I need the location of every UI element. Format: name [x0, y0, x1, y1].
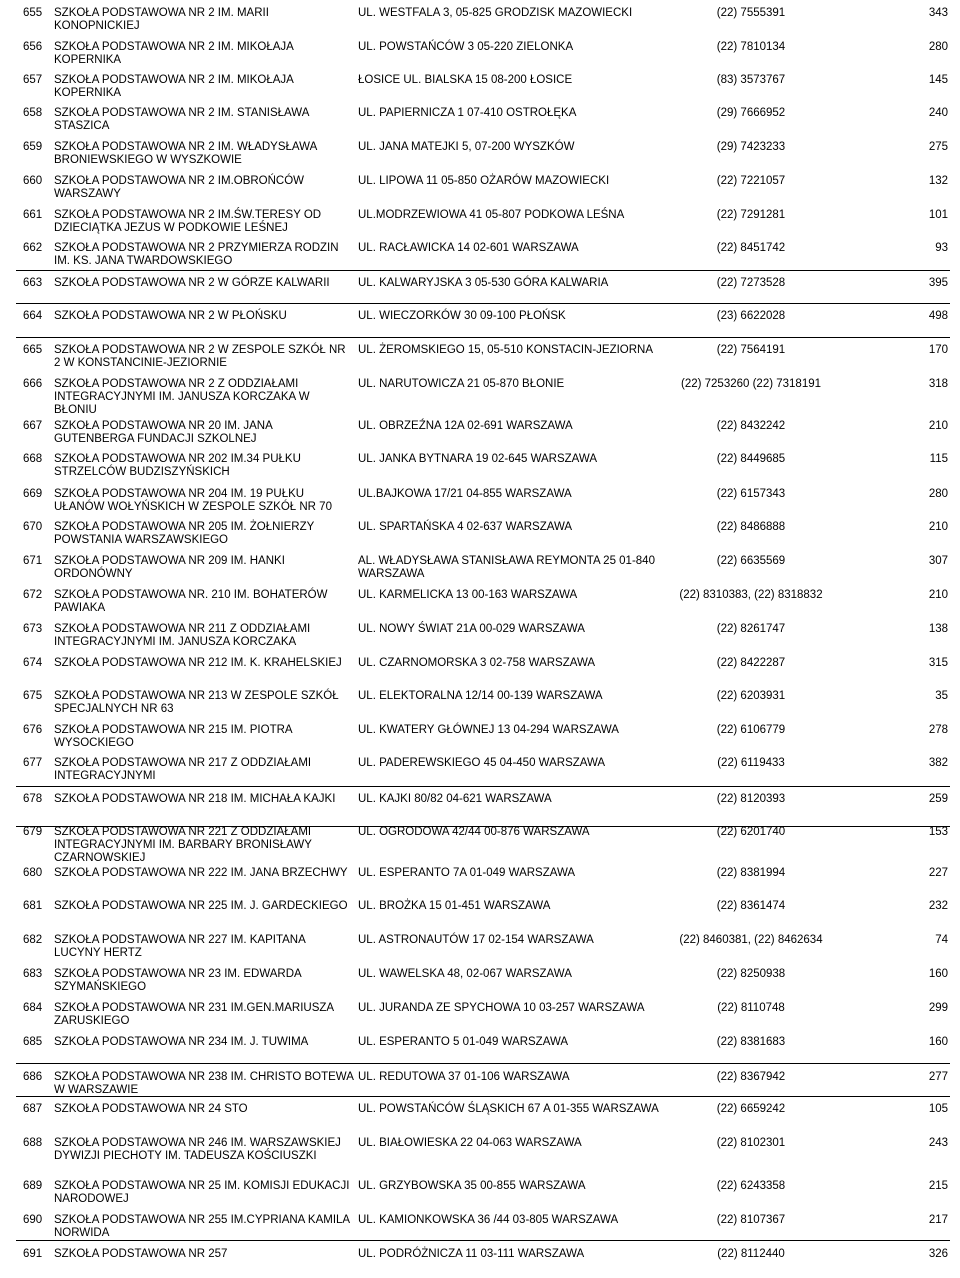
school-address: UL. ELEKTORALNA 12/14 00-139 WARSZAWA [358, 690, 603, 702]
student-count: 210 [928, 589, 948, 601]
school-phone: (22) 7273528 [716, 277, 786, 289]
student-count: 240 [928, 107, 948, 119]
school-phone: (22) 7555391 [716, 7, 786, 19]
row-number: 672 [23, 589, 43, 601]
school-address: UL. CZARNOMORSKA 3 02-758 WARSZAWA [358, 657, 596, 669]
row-number: 677 [23, 757, 43, 769]
school-phone: (22) 7810134 [716, 41, 786, 53]
student-count: 232 [928, 900, 948, 912]
row-number: 655 [23, 7, 43, 19]
school-name: SZKOŁA PODSTAWOWA NR 231 IM.GEN.MARIUSZA ZARUSKIEGO [54, 1002, 334, 1027]
row-number: 660 [23, 175, 43, 187]
school-name: SZKOŁA PODSTAWOWA NR 20 IM. JANA GUTENBERGA FUNDACJI SZKOLNEJ [54, 420, 273, 445]
student-count: 227 [928, 867, 948, 879]
student-count: 326 [928, 1248, 948, 1260]
student-count: 275 [928, 141, 948, 153]
school-name: SZKOŁA PODSTAWOWA NR. 210 IM. BOHATERÓW PAWIAKA [54, 589, 328, 614]
school-name: SZKOŁA PODSTAWOWA NR 213 W ZESPOLE SZKÓŁ SPECJALNYCH NR 63 [54, 690, 339, 715]
school-name: SZKOŁA PODSTAWOWA NR 2 IM. MIKOŁAJA KOPERNIKA [54, 74, 294, 99]
school-phone: (22) 8449685 [716, 453, 786, 465]
student-count: 145 [928, 74, 948, 86]
school-phone: (22) 8120393 [716, 793, 786, 805]
student-count: 277 [928, 1071, 948, 1083]
school-phone: (22) 6157343 [716, 488, 786, 500]
row-number: 661 [23, 209, 43, 221]
school-phone: (22) 8110748 [717, 1002, 785, 1014]
school-phone: (22) 7221057 [716, 175, 786, 187]
school-phone: (22) 6243358 [716, 1180, 786, 1192]
row-number: 675 [23, 690, 43, 702]
student-count: 307 [928, 555, 948, 567]
school-phone: (29) 7423233 [716, 141, 786, 153]
row-number: 667 [23, 420, 43, 432]
school-address: UL. NOWY ŚWIAT 21A 00-029 WARSZAWA [358, 623, 585, 635]
school-address: UL.MODRZEWIOWA 41 05-807 PODKOWA LEŚNA [358, 209, 625, 221]
school-name: SZKOŁA PODSTAWOWA NR 221 Z ODDZIAŁAMI INTEGRACYJNYMI IM. BARBARY BRONISŁAWY CZARNOWSKIEJ [54, 826, 312, 864]
school-phone: (22) 8451742 [716, 242, 786, 254]
school-phone: (22) 8381994 [716, 867, 786, 879]
school-phone: (22) 8361474 [716, 900, 786, 912]
school-address: UL. WESTFALA 3, 05-825 GRODZISK MAZOWIECKI [358, 7, 633, 19]
student-count: 280 [928, 41, 948, 53]
school-name: SZKOŁA PODSTAWOWA NR 205 IM. ŻOŁNIERZY POWSTANIA WARSZAWSKIEGO [54, 521, 315, 546]
school-address: AL. WŁADYSŁAWA STANISŁAWA REYMONTA 25 01-840 WARSZAWA [358, 555, 655, 580]
school-name: SZKOŁA PODSTAWOWA NR 227 IM. KAPITANA LUCYNY HERTZ [54, 934, 306, 959]
school-address: ŁOSICE UL. BIALSKA 15 08-200 ŁOSICE [358, 74, 573, 86]
school-name: SZKOŁA PODSTAWOWA NR 202 IM.34 PUŁKU STRZELCÓW BUDZISZYŃSKICH [54, 453, 301, 478]
school-address: UL. KAMIONKOWSKA 36 /44 03-805 WARSZAWA [358, 1214, 619, 1226]
school-phone: (22) 8261747 [716, 623, 786, 635]
student-count: 153 [928, 826, 948, 838]
school-name: SZKOŁA PODSTAWOWA NR 2 IM. WŁADYSŁAWA BRONIEWSKIEGO W WYSZKOWIE [54, 141, 317, 166]
student-count: 343 [928, 7, 948, 19]
school-address: UL. JANA MATEJKI 5, 07-200 WYSZKÓW [358, 141, 575, 153]
row-number: 674 [23, 657, 43, 669]
row-number: 685 [23, 1036, 43, 1048]
school-address: UL. OBRZEŹNA 12A 02-691 WARSZAWA [358, 420, 573, 432]
school-address: UL. PADEREWSKIEGO 45 04-450 WARSZAWA [358, 757, 606, 769]
school-phone: (22) 8381683 [716, 1036, 786, 1048]
row-divider [16, 270, 950, 271]
school-name: SZKOŁA PODSTAWOWA NR 255 IM.CYPRIANA KAMILA NORWIDA [54, 1214, 350, 1239]
student-count: 318 [928, 378, 948, 390]
school-address: UL. RACŁAWICKA 14 02-601 WARSZAWA [358, 242, 579, 254]
school-name: SZKOŁA PODSTAWOWA NR 2 W ZESPOLE SZKÓŁ NR 2 W KONSTANCINIE-JEZIORNIE [54, 344, 346, 369]
row-number: 680 [23, 867, 43, 879]
school-name: SZKOŁA PODSTAWOWA NR 2 W GÓRZE KALWARII [54, 277, 330, 289]
school-address: UL. WIECZORKÓW 30 09-100 PŁOŃSK [358, 310, 566, 322]
school-address: UL. JURANDA ZE SPYCHOWA 10 03-257 WARSZAWA [358, 1002, 645, 1014]
student-count: 35 [935, 690, 948, 702]
school-name: SZKOŁA PODSTAWOWA NR 23 IM. EDWARDA SZYMAŃSKIEGO [54, 968, 302, 993]
school-address: UL. LIPOWA 11 05-850 OŻARÓW MAZOWIECKI [358, 175, 610, 187]
row-number: 678 [23, 793, 43, 805]
row-number: 658 [23, 107, 43, 119]
student-count: 170 [928, 344, 948, 356]
student-count: 160 [928, 968, 948, 980]
school-address: UL. KAJKI 80/82 04-621 WARSZAWA [358, 793, 552, 805]
school-name: SZKOŁA PODSTAWOWA NR 204 IM. 19 PUŁKU UŁANÓW WOŁYŃSKICH W ZESPOLE SZKÓŁ NR 70 [54, 488, 332, 513]
school-address: UL. BIAŁOWIESKA 22 04-063 WARSZAWA [358, 1137, 582, 1149]
school-name: SZKOŁA PODSTAWOWA NR 246 IM. WARSZAWSKIEJ DYWIZJI PIECHOTY IM. TADEUSZA KOŚCIUSZKI [54, 1137, 341, 1162]
school-address: UL. REDUTOWA 37 01-106 WARSZAWA [358, 1071, 570, 1083]
school-phone: (22) 6201740 [716, 826, 786, 838]
school-phone: (22) 6635569 [716, 555, 786, 567]
school-name: SZKOŁA PODSTAWOWA NR 217 Z ODDZIAŁAMI INTEGRACYJNYMI [54, 757, 312, 782]
row-divider [16, 1096, 950, 1097]
school-name: SZKOŁA PODSTAWOWA NR 2 IM.OBROŃCÓW WARSZAWY [54, 175, 305, 200]
school-address: UL. KALWARYJSKA 3 05-530 GÓRA KALWARIA [358, 277, 609, 289]
school-phone: (22) 8422287 [716, 657, 786, 669]
row-number: 689 [23, 1180, 43, 1192]
school-phone: (22) 7564191 [716, 344, 786, 356]
row-divider [16, 303, 950, 304]
student-count: 210 [928, 420, 948, 432]
row-divider [16, 826, 950, 827]
student-count: 215 [928, 1180, 948, 1192]
row-number: 688 [23, 1137, 43, 1149]
school-phone: (22) 7253260 (22) 7318191 [680, 378, 822, 390]
student-count: 395 [928, 277, 948, 289]
student-count: 299 [928, 1002, 948, 1014]
row-number: 683 [23, 968, 43, 980]
row-number: 659 [23, 141, 43, 153]
school-phone: (22) 8432242 [716, 420, 786, 432]
student-count: 93 [935, 242, 948, 254]
student-count: 115 [929, 453, 948, 465]
school-phone: (22) 7291281 [716, 209, 786, 221]
school-phone: (22) 8112440 [717, 1248, 785, 1260]
school-name: SZKOŁA PODSTAWOWA NR 222 IM. JANA BRZECHWY [54, 867, 348, 879]
school-phone: (22) 8310383, (22) 8318832 [679, 589, 823, 601]
student-count: 280 [928, 488, 948, 500]
school-name: SZKOŁA PODSTAWOWA NR 211 Z ODDZIAŁAMI INTEGRACYJNYMI IM. JANUSZA KORCZAKA [54, 623, 311, 648]
school-address: UL. WAWELSKA 48, 02-067 WARSZAWA [358, 968, 572, 980]
school-address: UL. OGRODOWA 42/44 00-876 WARSZAWA [358, 826, 590, 838]
school-phone: (22) 6119433 [717, 757, 785, 769]
school-phone: (22) 8107367 [716, 1214, 786, 1226]
school-address: UL. GRZYBOWSKA 35 00-855 WARSZAWA [358, 1180, 586, 1192]
school-name: SZKOŁA PODSTAWOWA NR 257 [54, 1248, 228, 1260]
student-count: 382 [928, 757, 948, 769]
row-number: 687 [23, 1103, 43, 1115]
row-number: 684 [23, 1002, 43, 1014]
school-phone: (22) 8367942 [716, 1071, 786, 1083]
row-number: 668 [23, 453, 43, 465]
school-name: SZKOŁA PODSTAWOWA NR 2 PRZYMIERZA RODZIN IM. KS. JANA TWARDOWSKIEGO [54, 242, 339, 267]
row-number: 665 [23, 344, 43, 356]
student-count: 259 [928, 793, 948, 805]
student-count: 132 [928, 175, 948, 187]
school-address: UL. ESPERANTO 7A 01-049 WARSZAWA [358, 867, 576, 879]
row-number: 666 [23, 378, 43, 390]
student-count: 315 [928, 657, 948, 669]
row-number: 662 [23, 242, 43, 254]
student-count: 210 [928, 521, 948, 533]
school-phone: (22) 8486888 [716, 521, 786, 533]
school-address: UL. JANKA BYTNARA 19 02-645 WARSZAWA [358, 453, 598, 465]
school-phone: (22) 8250938 [716, 968, 786, 980]
school-address: UL. KWATERY GŁÓWNEJ 13 04-294 WARSZAWA [358, 724, 619, 736]
school-name: SZKOŁA PODSTAWOWA NR 2 IM.ŚW.TERESY OD DZIECIĄTKA JEZUS W PODKOWIE LEŚNEJ [54, 209, 322, 234]
school-address: UL. ŻEROMSKIEGO 15, 05-510 KONSTACIN-JEZIORNA [358, 344, 654, 356]
row-number: 682 [23, 934, 43, 946]
student-count: 217 [928, 1214, 948, 1226]
school-address: UL. NARUTOWICZA 21 05-870 BŁONIE [358, 378, 565, 390]
school-address: UL. ESPERANTO 5 01-049 WARSZAWA [358, 1036, 569, 1048]
school-address: UL. POWSTAŃCÓW 3 05-220 ZIELONKA [358, 41, 574, 53]
school-address: UL. ASTRONAUTÓW 17 02-154 WARSZAWA [358, 934, 594, 946]
school-address: UL. PAPIERNICZA 1 07-410 OSTROŁĘKA [358, 107, 577, 119]
row-number: 657 [23, 74, 43, 86]
student-count: 101 [928, 209, 948, 221]
row-divider [16, 786, 950, 787]
row-number: 669 [23, 488, 43, 500]
row-number: 681 [23, 900, 43, 912]
school-name: SZKOŁA PODSTAWOWA NR 234 IM. J. TUWIMA [54, 1036, 309, 1048]
student-count: 105 [928, 1103, 948, 1115]
school-name: SZKOŁA PODSTAWOWA NR 24 STO [54, 1103, 248, 1115]
student-count: 74 [935, 934, 948, 946]
school-name: SZKOŁA PODSTAWOWA NR 209 IM. HANKI ORDONÓWNY [54, 555, 285, 580]
school-name: SZKOŁA PODSTAWOWA NR 2 IM. MARII KONOPNICKIEJ [54, 7, 269, 32]
student-count: 138 [928, 623, 948, 635]
school-name: SZKOŁA PODSTAWOWA NR 2 IM. STANISŁAWA STASZICA [54, 107, 309, 132]
row-divider [16, 337, 950, 338]
row-number: 671 [23, 555, 43, 567]
school-name: SZKOŁA PODSTAWOWA NR 225 IM. J. GARDECKIEGO [54, 900, 348, 912]
row-number: 673 [23, 623, 43, 635]
school-name: SZKOŁA PODSTAWOWA NR 2 W PŁOŃSKU [54, 310, 287, 322]
row-number: 690 [23, 1214, 43, 1226]
student-count: 160 [928, 1036, 948, 1048]
school-phone: (22) 8102301 [716, 1137, 786, 1149]
school-phone: (23) 6622028 [716, 310, 786, 322]
school-phone: (22) 6203931 [716, 690, 786, 702]
row-number: 686 [23, 1071, 43, 1083]
school-phone: (29) 7666952 [716, 107, 786, 119]
school-name: SZKOŁA PODSTAWOWA NR 2 IM. MIKOŁAJA KOPERNIKA [54, 41, 294, 66]
row-number: 676 [23, 724, 43, 736]
school-address: UL. PODRÓŻNICZA 11 03-111 WARSZAWA [358, 1248, 585, 1260]
school-phone: (22) 6106779 [716, 724, 786, 736]
school-phone: (22) 8460381, (22) 8462634 [679, 934, 823, 946]
school-name: SZKOŁA PODSTAWOWA NR 238 IM. CHRISTO BOTEWA W WARSZAWIE [54, 1071, 354, 1096]
school-name: SZKOŁA PODSTAWOWA NR 2 Z ODDZIAŁAMI INTEGRACYJNYMI IM. JANUSZA KORCZAKA W BŁONIU [54, 378, 310, 416]
school-name: SZKOŁA PODSTAWOWA NR 218 IM. MICHAŁA KAJKI [54, 793, 336, 805]
row-number: 679 [23, 826, 43, 838]
school-address: UL. KARMELICKA 13 00-163 WARSZAWA [358, 589, 578, 601]
school-address: UL. POWSTAŃCÓW ŚLĄSKICH 67 A 01-355 WARSZAWA [358, 1103, 659, 1115]
school-address: UL.BAJKOWA 17/21 04-855 WARSZAWA [358, 488, 572, 500]
row-divider [16, 1063, 950, 1064]
row-divider [16, 1240, 950, 1241]
school-phone: (22) 6659242 [716, 1103, 786, 1115]
row-number: 664 [23, 310, 43, 322]
school-address: UL. SPARTAŃSKA 4 02-637 WARSZAWA [358, 521, 573, 533]
row-number: 663 [23, 277, 43, 289]
student-count: 498 [928, 310, 948, 322]
student-count: 243 [928, 1137, 948, 1149]
row-number: 691 [23, 1248, 43, 1260]
row-number: 670 [23, 521, 43, 533]
school-name: SZKOŁA PODSTAWOWA NR 212 IM. K. KRAHELSKIEJ [54, 657, 342, 669]
school-name: SZKOŁA PODSTAWOWA NR 215 IM. PIOTRA WYSOCKIEGO [54, 724, 292, 749]
student-count: 278 [928, 724, 948, 736]
school-address: UL. BROŻKA 15 01-451 WARSZAWA [358, 900, 551, 912]
row-number: 656 [23, 41, 43, 53]
school-name: SZKOŁA PODSTAWOWA NR 25 IM. KOMISJI EDUKACJI NARODOWEJ [54, 1180, 350, 1205]
school-phone: (83) 3573767 [716, 74, 786, 86]
